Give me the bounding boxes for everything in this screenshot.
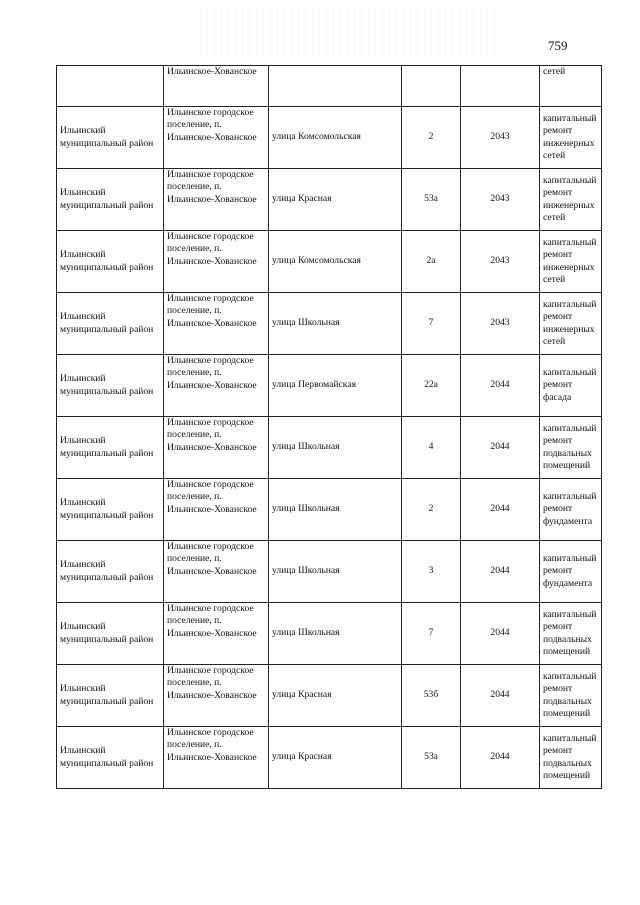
district-cell: Ильинский муниципальный район (57, 541, 164, 603)
year-cell: 2044 (461, 541, 540, 603)
year-cell (461, 66, 540, 107)
district-cell: Ильинский муниципальный район (57, 293, 164, 355)
settlement-cell: Ильинское городское поселение, п. Ильинское-Хованское (164, 665, 269, 727)
settlement-cell: Ильинское городское поселение, п. Ильинское-Хованское (164, 293, 269, 355)
district-cell: Ильинский муниципальный район (57, 355, 164, 417)
scan-noise (200, 8, 500, 56)
house-cell: 53б (402, 665, 461, 727)
work-cell: капитальный ремонт инженерных сетей (540, 169, 602, 231)
table-row (57, 603, 602, 665)
work-cell: капитальный ремонт инженерных сетей (540, 107, 602, 169)
settlement-cell: Ильинское городское поселение, п. Ильинское-Хованское (164, 541, 269, 603)
street-cell (269, 66, 402, 107)
year-cell: 2043 (461, 231, 540, 293)
street-cell: улица Комсомольская (269, 107, 402, 169)
table-row-continued (57, 66, 602, 107)
house-cell: 2а (402, 231, 461, 293)
district-cell: Ильинский муниципальный район (57, 169, 164, 231)
table-row (57, 665, 602, 727)
work-cell: капитальный ремонт фасада (540, 355, 602, 417)
street-cell: улица Школьная (269, 603, 402, 665)
table-row (57, 169, 602, 231)
table-row (57, 107, 602, 169)
work-cell: капитальный ремонт подвальных помещений (540, 727, 602, 789)
street-cell: улица Школьная (269, 479, 402, 541)
street-cell: улица Школьная (269, 293, 402, 355)
table-row (57, 231, 602, 293)
street-cell: улица Красная (269, 169, 402, 231)
street-cell: улица Школьная (269, 417, 402, 479)
settlement-cell: Ильинское-Хованское (164, 66, 269, 107)
settlement-cell: Ильинское городское поселение, п. Ильинское-Хованское (164, 169, 269, 231)
street-cell: улица Школьная (269, 541, 402, 603)
district-cell: Ильинский муниципальный район (57, 107, 164, 169)
year-cell: 2043 (461, 169, 540, 231)
street-cell: улица Первомайская (269, 355, 402, 417)
year-cell: 2044 (461, 727, 540, 789)
table-row (57, 355, 602, 417)
work-cell: капитальный ремонт подвальных помещений (540, 417, 602, 479)
house-cell (402, 66, 461, 107)
table-row (57, 727, 602, 789)
table-row (57, 479, 602, 541)
year-cell: 2043 (461, 293, 540, 355)
work-cell: капитальный ремонт фундамента (540, 541, 602, 603)
repair-schedule-table (56, 65, 602, 789)
settlement-cell: Ильинское городское поселение, п. Ильинское-Хованское (164, 107, 269, 169)
house-cell: 7 (402, 293, 461, 355)
house-cell: 4 (402, 417, 461, 479)
year-cell: 2044 (461, 603, 540, 665)
table-row (57, 293, 602, 355)
district-cell: Ильинский муниципальный район (57, 417, 164, 479)
settlement-cell: Ильинское городское поселение, п. Ильинское-Хованское (164, 727, 269, 789)
table-row (57, 541, 602, 603)
settlement-cell: Ильинское городское поселение, п. Ильинское-Хованское (164, 417, 269, 479)
year-cell: 2044 (461, 355, 540, 417)
work-cell: капитальный ремонт подвальных помещений (540, 603, 602, 665)
page-number: 759 (548, 38, 568, 53)
year-cell: 2044 (461, 665, 540, 727)
settlement-cell: Ильинское городское поселение, п. Ильинское-Хованское (164, 603, 269, 665)
street-cell: улица Красная (269, 665, 402, 727)
house-cell: 3 (402, 541, 461, 603)
house-cell: 53а (402, 169, 461, 231)
district-cell: Ильинский муниципальный район (57, 727, 164, 789)
work-cell: капитальный ремонт инженерных сетей (540, 293, 602, 355)
table-row (57, 417, 602, 479)
settlement-cell: Ильинское городское поселение, п. Ильинское-Хованское (164, 479, 269, 541)
year-cell: 2044 (461, 417, 540, 479)
street-cell: улица Красная (269, 727, 402, 789)
settlement-cell: Ильинское городское поселение, п. Ильинское-Хованское (164, 231, 269, 293)
house-cell: 2 (402, 479, 461, 541)
street-cell: улица Комсомольская (269, 231, 402, 293)
year-cell: 2044 (461, 479, 540, 541)
district-cell: Ильинский муниципальный район (57, 479, 164, 541)
work-cell: сетей (540, 66, 602, 107)
house-cell: 53а (402, 727, 461, 789)
district-cell: Ильинский муниципальный район (57, 665, 164, 727)
house-cell: 7 (402, 603, 461, 665)
work-cell: капитальный ремонт фундамента (540, 479, 602, 541)
district-cell: Ильинский муниципальный район (57, 231, 164, 293)
district-cell (57, 66, 164, 107)
work-cell: капитальный ремонт подвальных помещений (540, 665, 602, 727)
year-cell: 2043 (461, 107, 540, 169)
work-cell: капитальный ремонт инженерных сетей (540, 231, 602, 293)
settlement-cell: Ильинское городское поселение, п. Ильинское-Хованское (164, 355, 269, 417)
house-cell: 22а (402, 355, 461, 417)
district-cell: Ильинский муниципальный район (57, 603, 164, 665)
house-cell: 2 (402, 107, 461, 169)
